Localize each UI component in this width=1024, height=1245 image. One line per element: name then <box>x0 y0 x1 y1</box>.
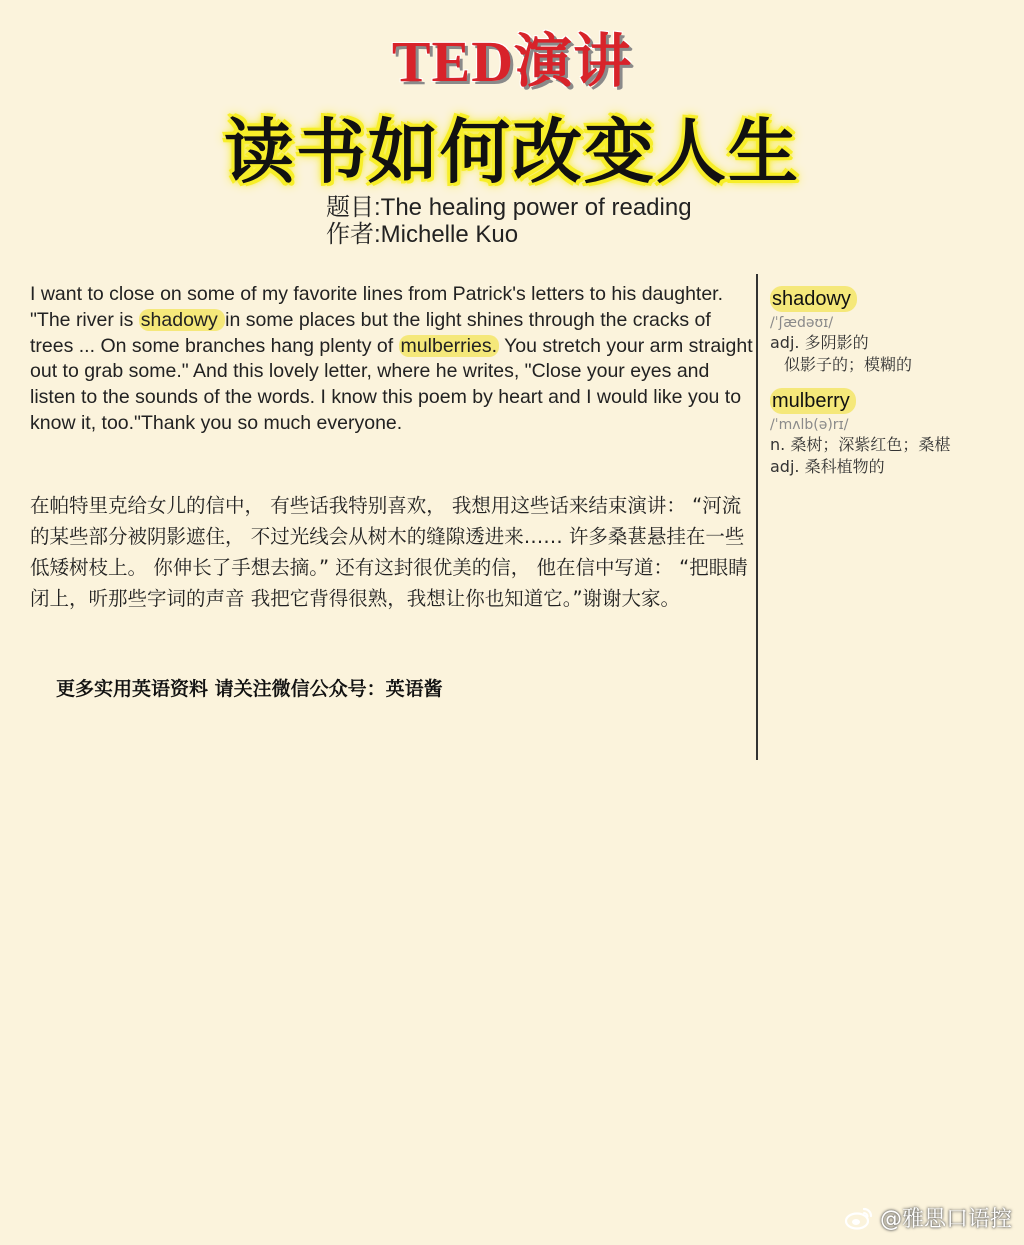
english-text-2: in some places but the light shines through the cracks of trees ... On some branches hang plenty of <box>30 308 711 357</box>
meta-block <box>326 194 692 248</box>
vocab-ipa: /ˈmʌlb(ə)rɪ/ <box>770 417 849 433</box>
promo-text: 更多实用英语资料 请关注微信公众号：英语酱 <box>56 678 443 700</box>
vocab-definition: adj. 多阴影的 <box>770 333 869 352</box>
vocab-word: shadowy <box>770 286 857 312</box>
english-paragraph <box>30 282 754 437</box>
topic-line: 题目:The healing power of reading <box>326 194 692 221</box>
ted-title: TED演讲 <box>391 29 633 94</box>
vocab-entry <box>770 388 1020 478</box>
weibo-icon <box>844 1206 874 1230</box>
vocab-panel <box>770 286 1020 490</box>
highlight-shadowy: shadowy <box>140 308 224 331</box>
vocab-entry <box>770 286 1020 376</box>
vocab-definition: adj. 桑科植物的 <box>770 457 885 476</box>
watermark <box>844 1202 1012 1233</box>
main-title: 读书如何改变人生 <box>224 111 800 193</box>
vocab-definition: n. 桑树；深紫红色；桑椹 <box>770 435 951 454</box>
author-line: 作者:Michelle Kuo <box>326 221 519 248</box>
vocab-ipa: /ˈʃædəʊɪ/ <box>770 315 834 331</box>
highlight-mulberries: mulberries. <box>400 334 497 357</box>
english-text-1: I want to close on some of my favorite lines from Patrick's letters to his daughter. "The river is <box>30 283 724 331</box>
watermark-text: @雅思口语控 <box>879 1207 1012 1232</box>
vocab-definition: 似影子的；模糊的 <box>784 355 913 374</box>
chinese-paragraph: 在帕特里克给女儿的信中， 有些话我特别喜欢， 我想用这些话来结束演讲： “河流的某些部分被阴影遮住， 不过光线会从树木的缝隙透进来…… 许多桑葚悬挂在一些低矮树枝上。 你伸长了手想去摘。” 还有这封很优美的信， 他在信中写道： “把眼睛闭上，听那些字词的声音 我把它背得很熟，我想让你也知道它。”谢谢大家。 <box>30 494 748 610</box>
divider-line <box>756 274 758 760</box>
english-text-3: You stretch your arm straight out to grab some." And this lovely letter, where he writes, "Close your eyes and listen to the sounds of the words. I know this poem by heart and I would like you to know it, too."Thank you so much everyone. <box>30 334 753 434</box>
vocab-word: mulberry <box>770 388 856 414</box>
